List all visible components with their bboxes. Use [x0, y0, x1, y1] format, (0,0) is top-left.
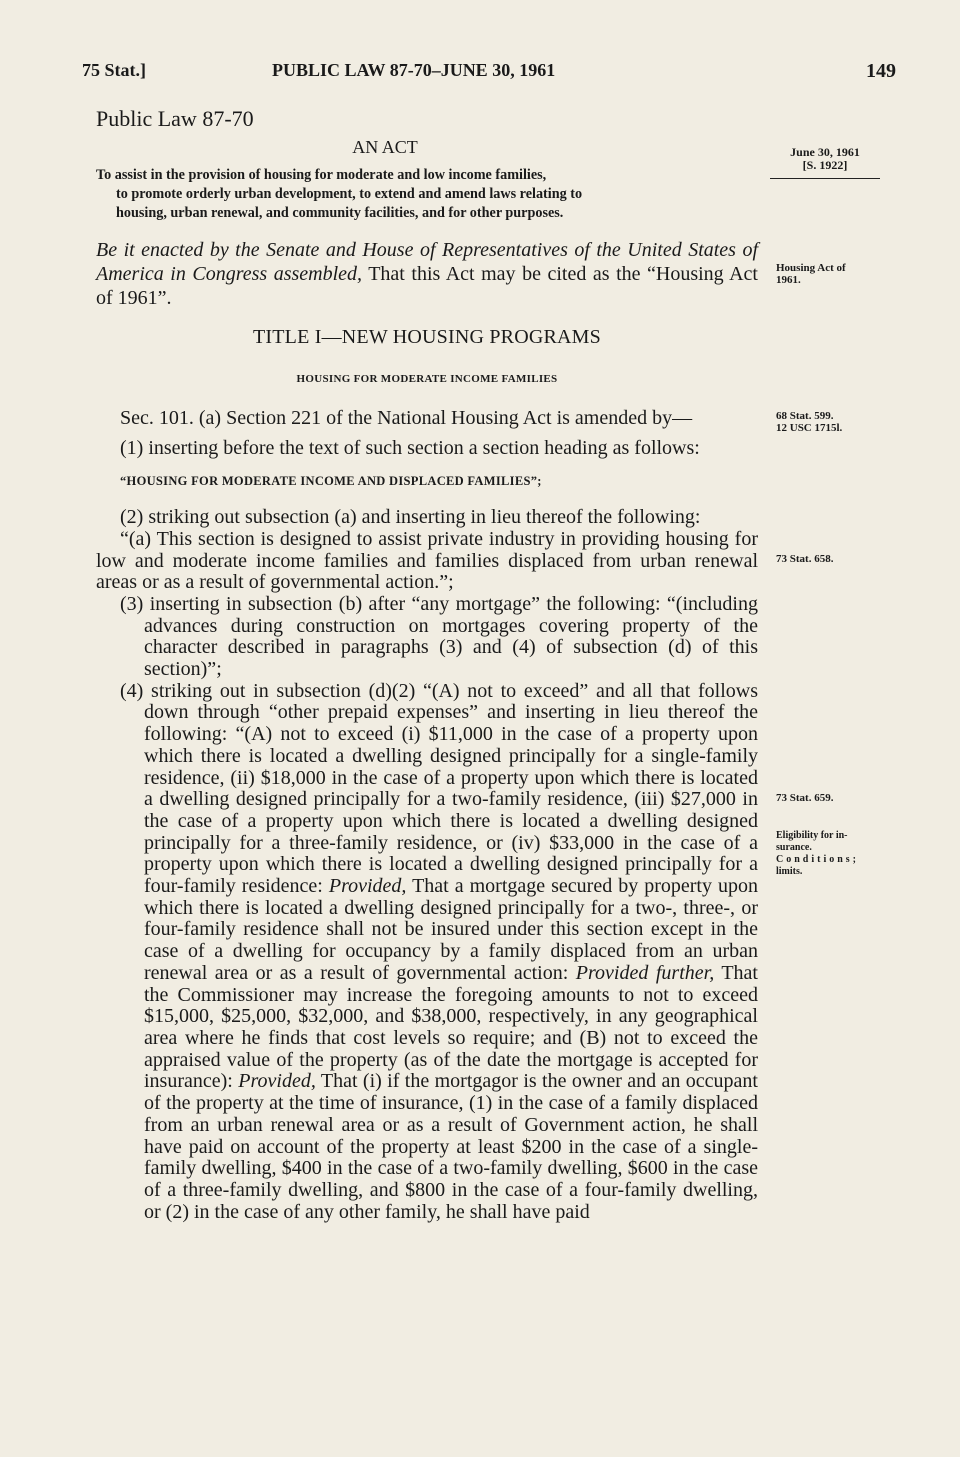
clause-4-text: That (i) if the mortgagor is the owner and an occupant of the property at the time of insurance, (1) in the case of a family displaced from an urban renewal area or as a result of Government action, he shall have paid on account of the property at least $200 in the case of a single-family dwelling, $400 in the case of a two-family dwelling, $600 in the case of a three-family dwelling, and $800 in the case of a four-family dwelling, or (2) in the case of any other family, he shall have paid	[144, 1070, 758, 1223]
an-act-heading: AN ACT	[352, 137, 418, 157]
proviso-label: Provided further,	[575, 961, 715, 984]
margin-note-line: surance.	[776, 842, 812, 853]
margin-note-short-title	[776, 262, 846, 286]
clause-4-text: (4) striking out in subsection (d)(2) “(A) not to exceed” and all that follows down through “other prepaid expenses” and inserting in lieu thereof the following: “(A) not to exceed (i) $11,000 in the case of a property upon which there is located a dwelling designed principally for a single-family residence, (ii) $18,000 in the case of a property upon which there is located a dwelling designed principally for a two-family residence, (iii) $27,000 in the case of a property upon which there is located a dwelling designed principally for a three-family residence, or (iv) $33,000 in the case of a property upon which there is located a dwelling designed principally for a four-family residence:	[120, 679, 758, 898]
quoted-section-heading: “HOUSING FOR MODERATE INCOME AND DISPLACED FAMILIES”;	[120, 474, 542, 489]
margin-note-eligibility	[776, 830, 859, 878]
running-head-title: PUBLIC LAW 87-70–JUNE 30, 1961	[272, 60, 556, 80]
margin-note-line: 68 Stat. 599.	[776, 410, 834, 422]
clause-4	[96, 681, 758, 1224]
margin-note-line: Eligibility for in-	[776, 830, 848, 841]
proviso-label: Provided,	[328, 875, 407, 898]
statute-body	[96, 408, 758, 1223]
enacting-clause	[96, 238, 758, 310]
public-law-label: Public Law 87-70	[96, 106, 254, 131]
purpose-line: housing, urban renewal, and community facilities, and for other purposes.	[116, 205, 564, 221]
running-head-volume: 75 Stat.]	[82, 60, 146, 80]
margin-note-line: 12 USC 1715l.	[776, 422, 843, 434]
clause-1: (1) inserting before the text of such section a section heading as follows:	[120, 436, 700, 459]
sec-101-paragraph: Sec. 101. (a) Section 221 of the National Housing Act is amended by—	[120, 407, 693, 429]
purpose-line: To assist in the provision of housing for moderate and low income families,	[96, 167, 547, 183]
margin-note-citation: 73 Stat. 658.	[776, 553, 834, 565]
title-heading: TITLE I—NEW HOUSING PROGRAMS	[252, 326, 601, 348]
margin-note-citation: 73 Stat. 659.	[776, 792, 834, 804]
short-title-text: That this Act may be cited as the “Housing Act of 1961”.	[96, 263, 758, 309]
proviso-label: Provided,	[238, 1070, 316, 1093]
purpose-line: to promote orderly urban development, to extend and amend laws relating to	[116, 186, 583, 202]
clause-2-text: “(a) This section is designed to assist private industry in providing housing for low and moderate income families and families displaced from urban renewal areas or as a result of governmental action.”;	[96, 527, 758, 594]
clause-3: (3) inserting in subsection (b) after “any mortgage” the following: “(including advances during construction on mortgages covering property of the character described in paragraphs (3) and (4) of subsection (d) of this section)”;	[120, 592, 758, 681]
margin-note-line: 1961.	[776, 274, 801, 286]
margin-note-line: limits.	[776, 866, 803, 877]
act-purpose	[96, 166, 766, 223]
section-heading: HOUSING FOR MODERATE INCOME FAMILIES	[296, 373, 558, 385]
margin-date-note	[770, 146, 880, 179]
clause-4-text: That a mortgage secured by property upon which there is located a dwelling designed principally for a two-, three-, or four-family residence shall not be insured under this section except in the case of a dwelling for occupancy by a family displaced from an urban renewal area or as a result of governmental action:	[144, 875, 758, 984]
clause-2: (2) striking out subsection (a) and inserting in lieu thereof the following:	[120, 506, 701, 529]
enacting-formula: Be it enacted by the Senate and House of Representatives of the United States of America in Congress assembled,	[96, 239, 758, 285]
margin-note-line: Housing Act of	[776, 262, 846, 274]
margin-note-citation	[776, 410, 842, 434]
clause-4-text: That the Commissioner may increase the foregoing amounts to not to exceed $15,000, $25,000, $32,000, and $38,000, respectively, in any geographical area where he finds that cost levels so require; and (B) not to exceed the appraised value of the property (as of the date the mortgage is accepted for insurance):	[144, 961, 758, 1093]
page-number: 149	[866, 60, 896, 82]
margin-date: June 30, 1961	[790, 145, 860, 159]
margin-bill-number: [S. 1922]	[802, 158, 848, 172]
margin-note-line: Conditions;	[776, 854, 860, 865]
